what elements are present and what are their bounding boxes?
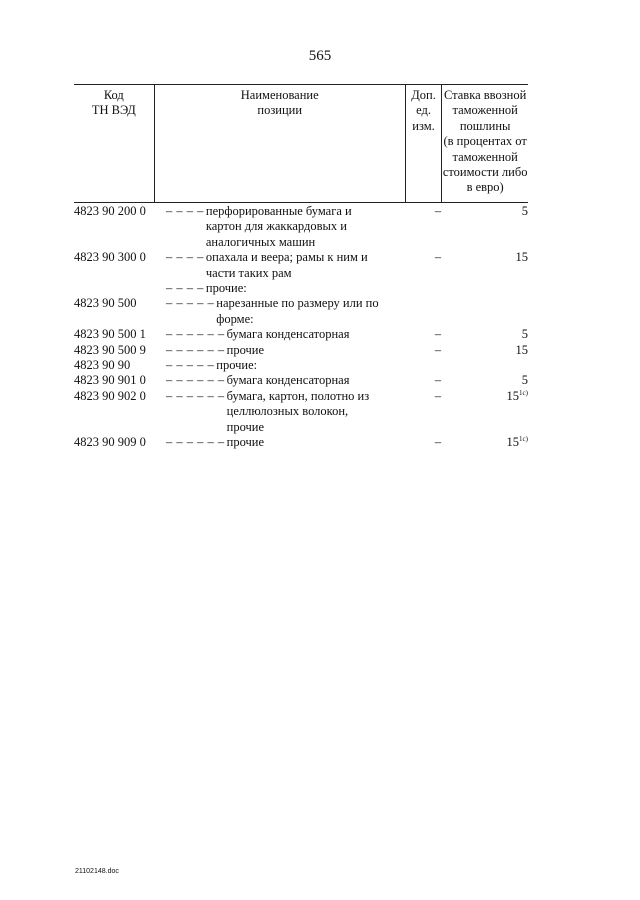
row-name bbox=[166, 435, 386, 450]
row-description: нарезанные по размеру или по форме: bbox=[216, 296, 379, 326]
row-dashes: – – – – bbox=[166, 281, 204, 296]
row-code bbox=[74, 281, 166, 296]
row-description: прочие: bbox=[205, 281, 247, 296]
row-unit: – bbox=[434, 342, 442, 357]
row-name bbox=[166, 358, 386, 373]
row-description: прочие bbox=[226, 435, 265, 450]
row-code: 4823 90 902 0 bbox=[74, 388, 146, 403]
table-header bbox=[74, 84, 528, 203]
row-description: прочие bbox=[226, 342, 265, 357]
row-unit: – bbox=[434, 435, 442, 450]
row-name bbox=[166, 373, 386, 388]
row-rate-value: 5 bbox=[521, 373, 528, 388]
row-description: опахала и веера; рамы к ним и части таких рам bbox=[205, 250, 368, 280]
row-rate bbox=[486, 389, 528, 435]
page-number: 565 bbox=[308, 48, 332, 64]
row-name bbox=[166, 204, 386, 250]
row-code: 4823 90 909 0 bbox=[74, 435, 146, 450]
row-dashes: – – – – – – bbox=[166, 327, 225, 342]
row-code: 4823 90 500 1 bbox=[74, 327, 146, 342]
row-rate bbox=[486, 281, 528, 296]
row-rate-footnote: 1с) bbox=[519, 388, 528, 397]
row-name bbox=[166, 281, 386, 296]
header-rate: Ставка ввозной таможенной пошлины (в процентах от таможенной стоимости либо в евро) bbox=[441, 85, 528, 202]
table-row bbox=[74, 358, 528, 373]
row-description: бумага, картон, полотно из целлюлозных волокон, прочие bbox=[226, 388, 370, 434]
row-dashes: – – – – bbox=[166, 250, 204, 265]
table-row bbox=[74, 296, 528, 327]
row-rate-footnote: 1с) bbox=[519, 434, 528, 443]
row-unit: – bbox=[434, 388, 442, 403]
row-name bbox=[166, 343, 386, 358]
row-description: перфорированные бумага и картон для жаккардовых и аналогичных машин bbox=[205, 204, 352, 249]
table-row bbox=[74, 389, 528, 435]
footer-filename: 21102148.doc bbox=[75, 868, 119, 875]
row-rate-value: 5 bbox=[521, 327, 528, 342]
row-code: 4823 90 200 0 bbox=[74, 204, 146, 218]
row-description: прочие: bbox=[216, 358, 258, 373]
row-rate bbox=[486, 373, 528, 388]
table-row bbox=[74, 343, 528, 358]
row-unit: – bbox=[434, 204, 442, 218]
row-code: 4823 90 90 bbox=[74, 358, 131, 373]
row-rate bbox=[486, 204, 528, 250]
row-dashes: – – – – – bbox=[166, 296, 215, 311]
table-row bbox=[74, 250, 528, 281]
tariff-table bbox=[74, 84, 528, 451]
table-row bbox=[74, 435, 528, 450]
row-unit: – bbox=[434, 250, 442, 265]
row-unit bbox=[386, 296, 486, 327]
row-name bbox=[166, 327, 386, 342]
row-description: бумага конденсаторная bbox=[226, 327, 350, 342]
row-unit bbox=[386, 281, 486, 296]
row-rate-value: 15 bbox=[515, 250, 528, 265]
table-row bbox=[74, 327, 528, 342]
row-rate-value: 15 bbox=[515, 342, 528, 357]
table-body bbox=[74, 203, 528, 451]
row-code: 4823 90 500 bbox=[74, 296, 137, 311]
row-description: бумага конденсаторная bbox=[226, 373, 350, 388]
row-dashes: – – – – bbox=[166, 204, 204, 218]
row-unit bbox=[386, 358, 486, 373]
row-rate bbox=[486, 296, 528, 327]
row-dashes: – – – – – bbox=[166, 358, 215, 373]
header-unit: Доп. ед. изм. bbox=[405, 85, 441, 202]
row-dashes: – – – – – – bbox=[166, 373, 225, 388]
row-unit: – bbox=[434, 373, 442, 388]
table-row bbox=[74, 204, 528, 250]
table-row bbox=[74, 373, 528, 388]
row-code: 4823 90 300 0 bbox=[74, 250, 146, 265]
row-code: 4823 90 500 9 bbox=[74, 342, 146, 357]
header-code: Код ТН ВЭД bbox=[91, 88, 136, 118]
row-name bbox=[166, 250, 386, 281]
row-dashes: – – – – – – bbox=[166, 388, 225, 403]
row-rate bbox=[486, 358, 528, 373]
row-rate-value: 15 bbox=[506, 388, 520, 403]
row-rate bbox=[486, 327, 528, 342]
row-rate bbox=[486, 435, 528, 450]
row-rate bbox=[486, 250, 528, 281]
row-dashes: – – – – – – bbox=[166, 342, 225, 357]
header-name: Наименование позиции bbox=[154, 85, 405, 202]
row-name bbox=[166, 389, 386, 435]
row-rate-value: 5 bbox=[521, 204, 528, 218]
row-unit: – bbox=[434, 327, 442, 342]
row-dashes: – – – – – – bbox=[166, 435, 225, 450]
row-rate-value: 15 bbox=[506, 435, 520, 450]
row-name bbox=[166, 296, 386, 327]
row-code: 4823 90 901 0 bbox=[74, 373, 146, 388]
row-rate bbox=[486, 343, 528, 358]
table-row bbox=[74, 281, 528, 296]
